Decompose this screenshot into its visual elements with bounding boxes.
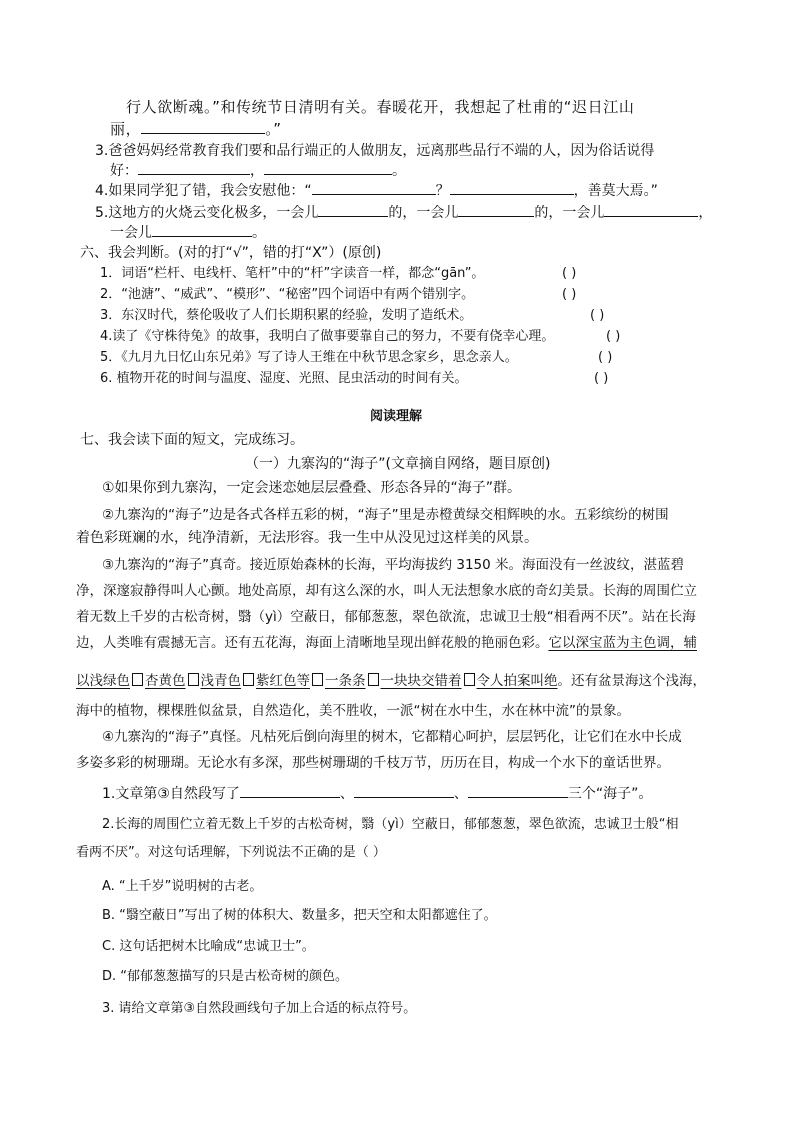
paragraph-3-cont: 边，人类唯有震撼无言。还有五花海，海面上清晰地呈现出鲜花般的艳丽色彩。它以深宝蓝为主色调，辅 (76, 635, 697, 651)
answer-paren[interactable]: ( ) (562, 266, 577, 281)
answer-paren[interactable]: ( ) (606, 329, 621, 344)
answer-blank[interactable] (152, 222, 252, 237)
paragraph-3-cont: 着无数上千岁的古松奇树，翳（yì）空蔽日，郁郁葱葱，翠色欲流，忠诚卫士般“相看两不厌”。站在长海 (76, 609, 696, 625)
answer-blank[interactable] (264, 160, 392, 175)
item-3-blanks: 好： ， 。 (110, 160, 406, 181)
answer-blank[interactable] (138, 160, 250, 175)
answer-blank[interactable] (312, 180, 436, 195)
paragraph-3-cont: 海中的植物，棵棵胜似盆景，自然造化，美不胜收，一派“树在水中生，水在林中流”的景象。 (76, 703, 630, 719)
paragraph-3-cont: 净，深邃寂静得叫人心颤。地处高原，却有这么深的水，叫人无法想象水底的奇幻美景。长海的周围伫立 (76, 583, 697, 599)
punctuation-box[interactable] (243, 673, 254, 686)
judge-item: 6. 植物开花的时间与温度、湿度、光照、昆虫活动的时间有关。 (100, 371, 468, 386)
paragraph-4: ④九寨沟的“海子”真怪。凡枯死后倒向海里的树木，它都精心呵护，层层钙化，让它们在水中长成 (102, 729, 682, 745)
poem-line: 行人欲断魂。”和传统节日清明有关。春暖花开，我想起了杜甫的“迟日江山 (126, 98, 635, 116)
judge-item: 1．词语“栏杆、电线杆、笔杆”中的“杆”字读音一样，都念“gān”。 (100, 266, 485, 281)
answer-blank[interactable] (450, 180, 574, 195)
punctuation-box[interactable] (368, 673, 379, 686)
section-title: 阅读理解 (370, 409, 423, 424)
punctuation-box[interactable] (464, 673, 475, 686)
underlined-sentence: 它以深宝蓝为主色调，辅 (548, 635, 697, 651)
paragraph-3: ③九寨沟的“海子”真奇。接近原始森林的长海，平均海拔约 3150 米。海面没有一丝波纹，湛蓝碧 (102, 557, 685, 573)
judge-item: 5．《九月九日忆山东兄弟》写了诗人王维在中秋节思念家乡，思念亲人。 (100, 350, 518, 365)
answer-blank[interactable] (468, 783, 568, 798)
punctuation-box[interactable] (188, 673, 199, 686)
answer-blank[interactable] (318, 202, 388, 217)
option-a[interactable]: A. “上千岁”说明树的古老。 (102, 879, 263, 894)
passage-title: （一）九寨沟的“海子”(文章摘自网络，题目原创) (245, 456, 551, 472)
question-1: 1.文章第③自然段写了 、 、 三个“海子”。 (102, 783, 652, 804)
answer-blank[interactable] (354, 783, 454, 798)
underlined-sentence-cont: 以浅绿色 杏黄色 浅青色 紫红色等 一条条 一块块交错着 令人拍案叫绝。还有盆景海这个浅海， (76, 673, 706, 689)
judge-item: 3．东汉时代，蔡伦吸收了人们长期积累的经验，发明了造纸术。 (100, 308, 473, 323)
item-5: 5.这地方的火烧云变化极多，一会儿 的，一会儿 的，一会儿 ， (95, 202, 712, 223)
answer-paren[interactable]: ( ) (590, 308, 605, 323)
option-d[interactable]: D. “郁郁葱葱描写的只是古松奇树的颜色。 (102, 969, 349, 984)
punctuation-box[interactable] (132, 673, 143, 686)
answer-paren[interactable]: ( ) (562, 287, 577, 302)
item-5-cont: 一会儿 。 (110, 222, 266, 243)
punctuation-box[interactable] (312, 673, 323, 686)
answer-paren[interactable]: ( ) (598, 350, 613, 365)
answer-paren[interactable]: ( ) (594, 371, 609, 386)
question-2-cont: 看两不厌”。对这句话理解，下列说法不正确的是（ ） (76, 845, 386, 860)
judge-item: 4.读了《守株待兔》的故事，我明白了做事要靠自己的努力，不要有侥幸心理。 (100, 329, 555, 344)
paragraph-1: ①如果你到九寨沟，一定会迷恋她层层叠叠、形态各异的“海子”群。 (102, 480, 522, 496)
answer-blank[interactable] (458, 202, 534, 217)
option-b[interactable]: B. “翳空蔽日”写出了树的体积大、数量多，把天空和太阳都遮住了。 (102, 908, 497, 923)
option-c[interactable]: C. 这句话把树木比喻成“忠诚卫士”。 (102, 939, 315, 954)
answer-blank[interactable] (141, 119, 265, 134)
judge-item: 2．“池溏”、“威武”、“模形”、“秘密”四个词语中有两个错别字。 (100, 287, 475, 302)
section-6-heading: 六、我会判断。(对的打“√”，错的打“X”）(原创) (80, 245, 382, 261)
paragraph-4-cont: 多姿多彩的树珊瑚。无论水有多深，那些树珊瑚的千枝万节，历历在目，构成一个水下的童话世界。 (76, 755, 670, 771)
paragraph-2: ②九寨沟的“海子”边是各式各样五彩的树，“海子”里是赤橙黄绿交相辉映的水。五彩缤纷的树围 (102, 507, 669, 523)
item-4: 4.如果同学犯了错，我会安慰他：“ ？ ，善莫大焉。” (95, 180, 658, 201)
fill-line-du-fu: 丽， 。” (110, 120, 282, 138)
question-2: 2.长海的周围伫立着无数上千岁的古松奇树，翳（yì）空蔽日，郁郁葱葱，翠色欲流，忠诚卫士般“相 (102, 817, 679, 832)
paragraph-2-cont: 着色彩斑斓的水，纯净清新，无法形容。我一生中从没见过这样美的风景。 (76, 530, 538, 546)
answer-blank[interactable] (240, 783, 340, 798)
item-3: 3.爸爸妈妈经常教育我们要和品行端正的人做朋友，远离那些品行不端的人，因为俗话说得 (95, 143, 655, 159)
answer-blank[interactable] (604, 202, 698, 217)
question-3: 3. 请给文章第③自然段画线句子加上合适的标点符号。 (102, 1001, 417, 1016)
section-7-heading: 七、我会读下面的短文，完成练习。 (80, 432, 304, 448)
